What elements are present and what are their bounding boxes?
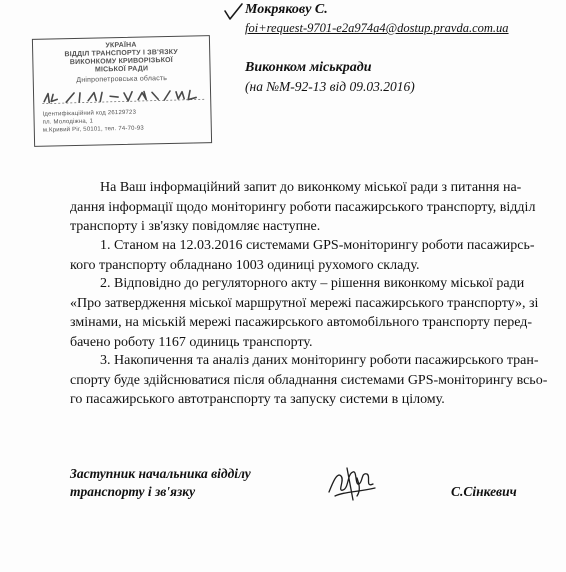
signatory-department: транспорту і зв'язку	[70, 484, 196, 499]
stamp-street: пл. Молодіжна, 1	[42, 118, 94, 126]
addressee-email: foi+request-9701-e2a974a4@dostup.pravda.com.ua	[245, 21, 509, 35]
signatory-position: Заступник начальника відділу	[70, 466, 251, 481]
handwritten-reg-number-icon	[40, 86, 206, 105]
checkmark-icon	[222, 2, 244, 22]
item-1-paragraph	[70, 236, 536, 275]
item-2-line: 2. Відповідно до регуляторного акту – рішення виконкому міської ради	[100, 276, 525, 291]
intro-paragraph	[70, 178, 536, 237]
item-3-line: 3. Накопичення та аналіз даних моніторингу роботи пасажирського тран-	[100, 353, 539, 368]
stamp-executive-committee: ВИКОНКОМУ КРИВОРІЗЬКОЇ	[69, 56, 173, 67]
item-3-line: спорту буде здійснюватися після обладнання системами GPS-моніторингу всьо-	[70, 372, 548, 388]
item-3-line: го пасажирського автотранспорту та запуску системи в цілому.	[70, 392, 445, 407]
stamp-id-code: Ідентифікаційний код 26129723	[42, 109, 137, 118]
stamp-country: УКРАЇНА	[105, 41, 137, 50]
intro-line: На Ваш інформаційний запит до виконкому міської ради з питання на-	[100, 180, 522, 195]
item-1-line: кого транспорту обладнано 1003 одиниці рухомого складу.	[70, 257, 420, 273]
stamp-department: ВІДДІЛ ТРАНСПОРТУ І ЗВ'ЯЗКУ	[64, 48, 179, 59]
stamp-region: Дніпропетровська область	[76, 75, 168, 84]
item-1-line: 1. Станом на 12.03.2016 системами GPS-моніторингу роботи пасажирсь-	[100, 238, 535, 253]
item-2-paragraph	[70, 274, 539, 352]
item-2-line: бачено роботу 1167 одиниць транспорту.	[70, 334, 313, 350]
item-3-paragraph	[70, 351, 548, 410]
registration-stamp	[32, 35, 212, 147]
item-2-line: змінами, на міській мережі пасажирського автомобільного транспорту перед-	[70, 315, 533, 330]
request-reference: (на №М-92-13 від 09.03.2016)	[245, 79, 415, 94]
stamp-city-council: МІСЬКОЇ РАДИ	[94, 65, 149, 74]
intro-line: транспорту і зв'язку повідомляє наступне.	[70, 219, 321, 234]
item-2-line: «Про затвердження міської маршрутної мережі пасажирського транспорту», зі	[70, 295, 539, 311]
stamp-city-phone: м.Кривий Ріг, 50101, тел. 74-70-93	[42, 125, 145, 134]
handwritten-signature-icon	[323, 462, 381, 504]
stamp-registration-number	[40, 86, 206, 105]
addressee-name: Мокрякову С.	[245, 2, 328, 17]
signatory-name: С.Сінкевич	[451, 484, 517, 499]
addressee-organization: Виконком міськради	[245, 60, 372, 75]
intro-line: дання інформації щодо моніторингу роботи пасажирського транспорту, відділ	[70, 199, 536, 215]
